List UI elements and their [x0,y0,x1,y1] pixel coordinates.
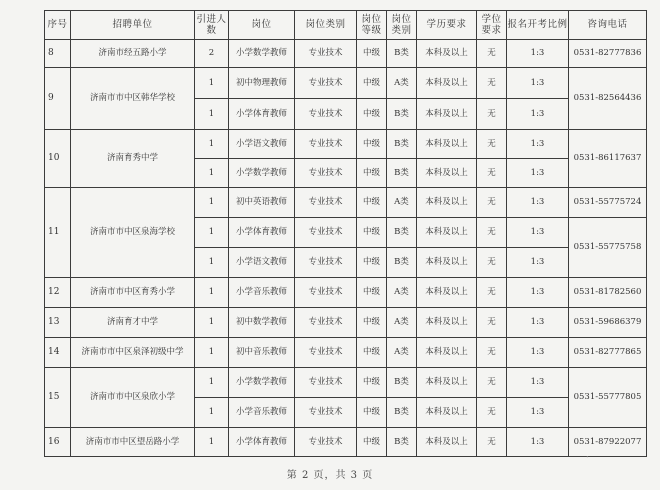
row-count: 1 [195,278,229,308]
row-ratio: 1:3 [507,159,569,188]
row-ratio: 1:3 [507,99,569,130]
row-post: 小学数学教师 [229,159,295,188]
row-edu: 本科及以上 [417,278,477,308]
row-degree: 无 [477,40,507,68]
row-category: 专业技术 [295,398,357,428]
recruitment-table-page [44,10,646,457]
row-degree: 无 [477,68,507,99]
row-grade: 中级 [357,159,387,188]
row-phone: 0531-86117637 [569,130,647,188]
row-edu: 本科及以上 [417,368,477,398]
header-count: 引进人数 [195,11,229,40]
row-post: 初中英语教师 [229,188,295,218]
row-post-type: B类 [387,368,417,398]
row-count: 1 [195,248,229,278]
row-seq: 11 [45,188,71,278]
row-ratio: 1:3 [507,398,569,428]
row-grade: 中级 [357,248,387,278]
row-count: 1 [195,308,229,338]
row-post: 初中物理教师 [229,68,295,99]
row-edu: 本科及以上 [417,40,477,68]
row-post-type: B类 [387,40,417,68]
row-category: 专业技术 [295,338,357,368]
row-edu: 本科及以上 [417,248,477,278]
row-edu: 本科及以上 [417,188,477,218]
row-unit: 济南市市中区泉泽初级中学 [71,338,195,368]
row-degree: 无 [477,248,507,278]
row-post-type: B类 [387,218,417,248]
row-unit: 济南育才中学 [71,308,195,338]
row-phone: 0531-82777865 [569,338,647,368]
row-post: 小学体育教师 [229,428,295,457]
row-post: 小学数学教师 [229,368,295,398]
table-row [45,338,647,368]
row-grade: 中级 [357,398,387,428]
row-ratio: 1:3 [507,218,569,248]
row-unit: 济南市市中区育秀小学 [71,278,195,308]
row-edu: 本科及以上 [417,308,477,338]
row-ratio: 1:3 [507,188,569,218]
row-phone: 0531-82777836 [569,40,647,68]
row-count: 1 [195,130,229,159]
row-seq: 15 [45,368,71,428]
row-post: 小学体育教师 [229,218,295,248]
row-ratio: 1:3 [507,40,569,68]
row-ratio: 1:3 [507,308,569,338]
row-edu: 本科及以上 [417,428,477,457]
row-unit: 济南市市中区韩华学校 [71,68,195,130]
row-ratio: 1:3 [507,278,569,308]
row-phone: 0531-59686379 [569,308,647,338]
row-edu: 本科及以上 [417,99,477,130]
row-category: 专业技术 [295,130,357,159]
row-degree: 无 [477,159,507,188]
row-edu: 本科及以上 [417,218,477,248]
header-post-type: 岗位类别 [387,11,417,40]
row-post: 小学语文教师 [229,130,295,159]
header-ratio: 报名开考比例 [507,11,569,40]
table-row [45,308,647,338]
row-post-type: A类 [387,68,417,99]
row-post-type: A类 [387,278,417,308]
watermark-mark: · [586,453,589,462]
row-count: 1 [195,188,229,218]
table-row [45,68,647,99]
table-header-row [45,11,647,40]
row-post: 小学音乐教师 [229,278,295,308]
table-row [45,130,647,159]
header-category: 岗位类别 [295,11,357,40]
row-count: 2 [195,40,229,68]
row-degree: 无 [477,99,507,130]
row-count: 1 [195,68,229,99]
row-degree: 无 [477,278,507,308]
row-degree: 无 [477,218,507,248]
row-count: 1 [195,398,229,428]
row-grade: 中级 [357,368,387,398]
row-post-type: B类 [387,398,417,428]
row-post: 小学体育教师 [229,99,295,130]
row-ratio: 1:3 [507,368,569,398]
row-grade: 中级 [357,40,387,68]
row-unit: 济南市经五路小学 [71,40,195,68]
row-category: 专业技术 [295,218,357,248]
row-category: 专业技术 [295,99,357,130]
header-degree: 学位要求 [477,11,507,40]
row-count: 1 [195,159,229,188]
row-phone: 0531-55775758 [569,218,647,278]
header-grade: 岗位等级 [357,11,387,40]
row-post-type: B类 [387,428,417,457]
row-degree: 无 [477,428,507,457]
row-seq: 9 [45,68,71,130]
header-seq: 序号 [45,11,71,40]
table-row [45,40,647,68]
row-degree: 无 [477,130,507,159]
row-seq: 14 [45,338,71,368]
row-ratio: 1:3 [507,130,569,159]
row-seq: 13 [45,308,71,338]
row-ratio: 1:3 [507,338,569,368]
row-grade: 中级 [357,68,387,99]
row-category: 专业技术 [295,278,357,308]
row-category: 专业技术 [295,40,357,68]
row-phone: 0531-87922077 [569,428,647,457]
row-phone: 0531-81782560 [569,278,647,308]
row-count: 1 [195,428,229,457]
row-count: 1 [195,368,229,398]
row-post-type: A类 [387,308,417,338]
row-count: 1 [195,218,229,248]
row-post: 初中音乐教师 [229,338,295,368]
row-grade: 中级 [357,218,387,248]
row-seq: 12 [45,278,71,308]
row-edu: 本科及以上 [417,338,477,368]
row-degree: 无 [477,398,507,428]
row-edu: 本科及以上 [417,130,477,159]
row-ratio: 1:3 [507,68,569,99]
row-grade: 中级 [357,428,387,457]
row-category: 专业技术 [295,248,357,278]
row-edu: 本科及以上 [417,68,477,99]
row-unit: 济南市市中区泉欣小学 [71,368,195,428]
row-degree: 无 [477,368,507,398]
row-post-type: B类 [387,130,417,159]
row-count: 1 [195,338,229,368]
row-seq: 8 [45,40,71,68]
row-category: 专业技术 [295,308,357,338]
table-row [45,368,647,398]
table-row [45,278,647,308]
row-post-type: B类 [387,248,417,278]
row-post: 初中数学教师 [229,308,295,338]
row-phone: 0531-55775724 [569,188,647,218]
row-ratio: 1:3 [507,248,569,278]
row-unit: 济南市市中区望岳路小学 [71,428,195,457]
page-footer: 第 2 页，共 3 页 [286,470,374,481]
row-post-type: B类 [387,159,417,188]
row-category: 专业技术 [295,188,357,218]
header-unit: 招聘单位 [71,11,195,40]
row-grade: 中级 [357,99,387,130]
row-post: 小学数学教师 [229,40,295,68]
row-phone: 0531-82564436 [569,68,647,130]
row-seq: 16 [45,428,71,457]
row-unit: 济南市市中区泉海学校 [71,188,195,278]
row-post-type: A类 [387,338,417,368]
row-degree: 无 [477,188,507,218]
row-grade: 中级 [357,308,387,338]
row-post-type: B类 [387,99,417,130]
row-unit: 济南育秀中学 [71,130,195,188]
table-row [45,188,647,218]
header-phone: 咨询电话 [569,11,647,40]
recruitment-table [44,10,647,457]
row-degree: 无 [477,338,507,368]
row-category: 专业技术 [295,159,357,188]
row-category: 专业技术 [295,68,357,99]
row-post: 小学语文教师 [229,248,295,278]
table-row [45,428,647,457]
row-grade: 中级 [357,278,387,308]
row-ratio: 1:3 [507,428,569,457]
row-degree: 无 [477,308,507,338]
row-grade: 中级 [357,130,387,159]
row-edu: 本科及以上 [417,398,477,428]
row-category: 专业技术 [295,428,357,457]
row-edu: 本科及以上 [417,159,477,188]
row-phone: 0531-55777805 [569,368,647,428]
row-grade: 中级 [357,338,387,368]
row-category: 专业技术 [295,368,357,398]
row-count: 1 [195,99,229,130]
row-post: 小学音乐教师 [229,398,295,428]
header-post: 岗位 [229,11,295,40]
row-post-type: A类 [387,188,417,218]
row-grade: 中级 [357,188,387,218]
row-seq: 10 [45,130,71,188]
header-edu: 学历要求 [417,11,477,40]
